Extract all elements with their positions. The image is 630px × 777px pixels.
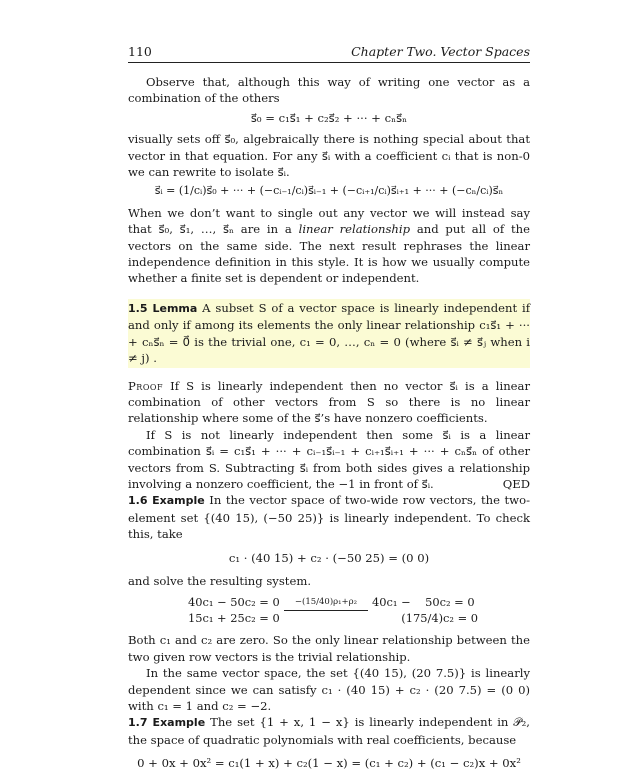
example-label: 1.6 Example [128, 494, 205, 508]
lemma-box [128, 299, 530, 368]
equation: 0 + 0x + 0x² = c₁(1 + x) + c₂(1 − x) = (c₁ + c₂) + (c₁ − c₂)x + 0x² [137, 756, 521, 771]
paragraph: In the same vector space, the set {(40 15), (20 7.5)} is linearly dependent since we can satisfy c₁ · (40 15) + c₂ · (20 7.5) = (0 0) with c₁ = 1 and c₂ = −2. [128, 666, 530, 713]
linear-system [188, 595, 530, 626]
page-number: 110 [128, 44, 152, 59]
paragraph: When we don’t want to single out any vector we will instead say that s⃗₀, s⃗₁, …, s⃗ₙ are in a linear relationship and put all of the vectors on the same side. The next result rephrases the linear independence definition in this style. It is how we usually compute whether a finite set is dependent or independent. [128, 205, 530, 286]
system-left-row: 40c₁ − 50c₂ = 0 [188, 595, 280, 610]
paragraph: visually sets off s⃗₀, algebraically there is nothing special about that vector in that equation. For any s⃗ᵢ with a coefficient cᵢ that is non-0 we can rewrite to isolate s⃗ᵢ. [128, 132, 530, 180]
example-label: 1.7 Example [128, 716, 206, 730]
equation: s⃗₀ = c₁s⃗₁ + c₂s⃗₂ + ··· + cₙs⃗ₙ [250, 110, 408, 125]
paragraph: Both c₁ and c₂ are zero. So the only linear relationship between the two given row vectors is the trivial relationship. [128, 633, 530, 664]
system-left-row: 15c₁ + 25c₂ = 0 [188, 611, 280, 626]
example: 1.6 Example In the vector space of two-wide row vectors, the two-element set {(40 15), (−50 25)} is linearly independent. To check this, take [128, 493, 530, 542]
qed-mark: QED [502, 476, 530, 491]
proof-paragraph: Proof If S is linearly independent then no vector s⃗ᵢ is a linear combination of other vectors from S so there is no linear relationship where some of the s⃗’s have nonzero coefficients. [128, 378, 530, 426]
proof-paragraph: If S is not linearly independent then some s⃗ᵢ is a linear combination s⃗ᵢ = c₁s⃗₁ + ··· + cᵢ₋₁s⃗ᵢ₋₁ + cᵢ₊₁s⃗ᵢ₊₁ + ··· + cₙs⃗ₙ of other vectors from S. Subtracting s⃗ᵢ from both sides gives a relationship involving a nonzero coefficient, the −1 in front of s⃗ᵢ. QED [128, 427, 530, 491]
emphasis: linear relationship [298, 222, 411, 237]
paragraph: Observe that, although this way of writing one vector as a combination of the others [128, 75, 530, 106]
chapter-title: Chapter Two. Vector Spaces [351, 44, 530, 59]
header-rule [128, 62, 530, 63]
page-body [128, 74, 530, 777]
system-right-row: (175/4)c₂ = 0 [401, 611, 478, 626]
proof-label: Proof [128, 378, 163, 393]
lemma-label: 1.5 Lemma [128, 301, 198, 315]
equation: s⃗ᵢ = (1/cᵢ)s⃗₀ + ··· + (−cᵢ₋₁/cᵢ)s⃗ᵢ₋₁ + (−cᵢ₊₁/cᵢ)s⃗ᵢ₊₁ + ··· + (−cₙ/cᵢ)s⃗ₙ [154, 184, 504, 198]
equation: c₁ · (40 15) + c₂ · (−50 25) = (0 0) [228, 550, 430, 565]
paragraph: and solve the resulting system. [128, 573, 312, 588]
system-right-row: 40c₁ − 50c₂ = 0 [372, 595, 475, 610]
example: 1.7 Example The set {1 + x, 1 − x} is linearly independent in 𝒫₂, the space of quadratic polynomials with real coefficients, because [128, 715, 530, 747]
lemma: 1.5 Lemma A subset S of a vector space is linearly independent if and only if among its elements the only linear relationship c₁s⃗₁ + ··· + cₙs⃗ₙ = 0⃗ is the trivial one, c₁ = 0, …, cₙ = 0 (where s⃗ᵢ ≠ s⃗ⱼ when i ≠ j) . [128, 300, 530, 366]
row-operation: −(15/40)ρ₁+ρ₂ [280, 595, 372, 611]
